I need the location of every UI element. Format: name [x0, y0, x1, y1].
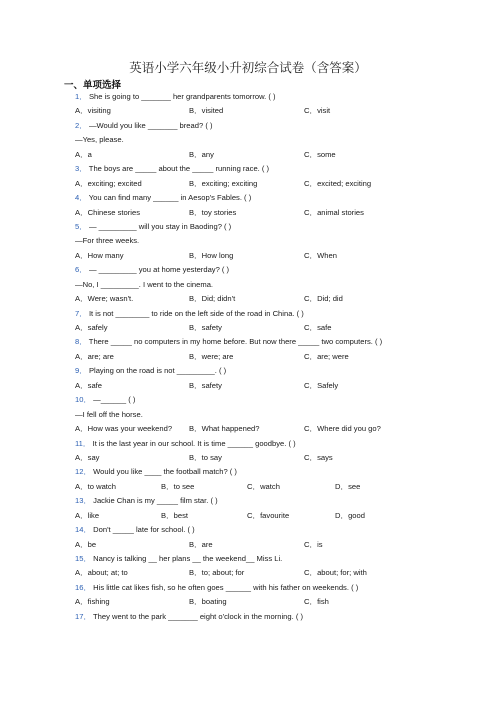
question-number: 4． — [75, 193, 87, 203]
answer-option[interactable]: D．good — [335, 510, 365, 520]
answer-option[interactable]: C．about; for; with — [304, 568, 367, 578]
answer-options — [75, 104, 435, 118]
answer-option[interactable]: B．to; about; for — [189, 568, 245, 578]
answer-option[interactable]: D．see — [335, 481, 361, 491]
question-text: Jackie Chan is my _____ film star. ( ) — [91, 496, 218, 506]
dialogue-line: —I fell off the horse. — [75, 409, 143, 419]
question-stem — [75, 307, 435, 321]
question-number: 11． — [75, 438, 91, 448]
answer-option[interactable]: B．toy stories — [189, 207, 237, 217]
question-stem — [75, 523, 435, 537]
answer-option[interactable]: B．to say — [189, 452, 222, 462]
answer-options — [75, 350, 435, 364]
question-number: 3． — [75, 164, 87, 174]
answer-options — [75, 148, 435, 162]
exam-title: 英语小学六年级小升初综合试卷（含答案） — [129, 60, 367, 75]
answer-option[interactable]: A．visiting — [75, 106, 111, 116]
question-number: 17． — [75, 611, 92, 621]
answer-option[interactable]: C．excited; exciting — [304, 178, 372, 188]
answer-options — [75, 422, 435, 436]
question-stem — [75, 335, 435, 349]
answer-option[interactable]: A．How was your weekend? — [75, 424, 173, 434]
question-text: They went to the park _______ eight o'clock in the morning. ( ) — [91, 611, 303, 621]
answer-option[interactable]: C．Where did you go? — [304, 424, 381, 434]
answer-option[interactable]: A．Were; wasn't. — [75, 294, 134, 304]
answer-option[interactable]: C．favourite — [247, 510, 290, 520]
answer-option[interactable]: B．to see — [161, 481, 195, 491]
question-stem — [75, 610, 435, 624]
question-text: The boys are _____ about the _____ running race. ( ) — [86, 164, 270, 174]
answer-options — [75, 566, 435, 580]
answer-option[interactable]: C．says — [304, 452, 333, 462]
answer-options — [75, 509, 435, 523]
answer-option[interactable]: B．boating — [189, 597, 227, 607]
answer-option[interactable]: B．Did; didn't — [189, 294, 236, 304]
answer-option[interactable]: C．When — [304, 250, 337, 260]
question-text: — _________ you at home yesterday? ( ) — [86, 265, 230, 275]
answer-option[interactable]: A．safe — [75, 380, 103, 390]
question-number: 12． — [75, 467, 92, 477]
question-number: 5． — [75, 221, 87, 231]
answer-option[interactable]: B．safety — [189, 323, 222, 332]
answer-option[interactable]: A．like — [75, 510, 100, 520]
question-stem — [75, 162, 435, 176]
answer-options — [75, 595, 435, 609]
question-stem — [75, 465, 435, 479]
question-stem — [75, 393, 435, 407]
question-text: It is the last year in our school. It is time ______ goodbye. ( ) — [90, 438, 296, 448]
answer-option[interactable]: A．exciting; excited — [75, 178, 142, 188]
answer-option[interactable]: C．some — [304, 149, 336, 159]
answer-options — [75, 249, 435, 263]
answer-option[interactable]: A．to watch — [75, 481, 116, 491]
answer-option[interactable]: B．best — [161, 510, 189, 520]
question-stem — [75, 90, 435, 104]
question-text: — _________ will you stay in Baoding? ( ) — [86, 221, 232, 231]
answer-option[interactable]: C．is — [304, 539, 323, 549]
question-text: Would you like ____ the football match? ( ) — [91, 467, 237, 477]
answer-options — [75, 451, 435, 465]
answer-option[interactable]: B．are — [189, 539, 213, 549]
question-text: His little cat likes fish, so he often goes ______ with his father on weekends. ( ) — [91, 582, 359, 592]
question-stem — [75, 437, 435, 451]
question-stem — [75, 220, 435, 234]
question-stem — [75, 263, 435, 277]
answer-option[interactable]: B．were; are — [189, 351, 234, 361]
question-text: You can find many ______ in Aesop's Fables. ( ) — [86, 193, 252, 203]
question-text: Nancy is talking __ her plans __ the weekend__ Miss Li. — [91, 554, 283, 563]
question-stem — [75, 364, 435, 378]
dialogue-line: —Yes, please. — [75, 135, 124, 145]
answer-option[interactable]: C．fish — [304, 597, 329, 607]
question-list — [75, 90, 435, 624]
answer-options — [75, 379, 435, 393]
answer-option[interactable]: B．How long — [189, 250, 234, 260]
section-heading: 一、单项选择 — [64, 80, 122, 91]
answer-option[interactable]: B．exciting; exciting — [189, 178, 258, 188]
answer-options — [75, 206, 435, 220]
answer-option[interactable]: A．safely — [75, 323, 108, 332]
answer-option[interactable]: B．safety — [189, 380, 222, 390]
answer-option[interactable]: A．about; at; to — [75, 568, 128, 578]
question-number: 15． — [75, 554, 92, 563]
question-number: 9． — [75, 366, 87, 376]
question-stem — [75, 552, 435, 566]
answer-option[interactable]: A．be — [75, 539, 97, 549]
question-text: —Would you like _______ bread? ( ) — [86, 120, 213, 130]
question-text: She is going to _______ her grandparents tomorrow. ( ) — [86, 92, 276, 101]
question-stem — [75, 119, 435, 133]
question-stem — [75, 494, 435, 508]
answer-option[interactable]: A．fishing — [75, 597, 110, 607]
answer-option[interactable]: C．visit — [304, 106, 331, 116]
question-number: 6． — [75, 265, 87, 275]
question-text: Don't _____ late for school. ( ) — [91, 525, 195, 535]
answer-option[interactable]: A．say — [75, 452, 100, 462]
answer-option[interactable]: C．watch — [247, 481, 280, 491]
answer-options — [75, 292, 435, 306]
answer-option[interactable]: B．visited — [189, 106, 224, 116]
answer-option[interactable]: A．a — [75, 149, 92, 159]
question-stem — [75, 581, 435, 595]
question-number: 10． — [75, 395, 92, 405]
question-text: It is not ________ to ride on the left side of the road in China. ( ) — [86, 308, 304, 318]
question-text: —______ ( ) — [91, 395, 136, 405]
answer-option[interactable]: B．What happened? — [189, 424, 260, 434]
question-number: 7． — [75, 308, 87, 318]
question-stem — [75, 191, 435, 205]
answer-option[interactable]: C．safe — [304, 323, 332, 332]
question-text: There _____ no computers in my home before. But now there _____ two computers. ( ) — [86, 337, 383, 347]
question-text: Playing on the road is not _________. ( ) — [86, 366, 227, 376]
question-number: 2． — [75, 120, 87, 130]
answer-option[interactable]: B．any — [189, 149, 214, 159]
answer-option[interactable]: A．How many — [75, 250, 124, 260]
answer-options — [75, 321, 435, 335]
question-number: 14． — [75, 525, 92, 535]
answer-option[interactable]: C．Did; did — [304, 294, 343, 304]
question-number: 16． — [75, 582, 92, 592]
answer-option[interactable]: A．Chinese stories — [75, 207, 140, 217]
answer-option[interactable]: C．Safely — [304, 380, 339, 390]
dialogue-line: —No, I _________. I went to the cinema. — [75, 279, 214, 289]
answer-options — [75, 177, 435, 191]
answer-options — [75, 480, 435, 494]
answer-option[interactable]: A．are; are — [75, 351, 114, 361]
answer-options — [75, 538, 435, 552]
dialogue-line: —For three weeks. — [75, 236, 140, 246]
answer-option[interactable]: C．are; were — [304, 351, 349, 361]
question-number: 1． — [75, 92, 87, 101]
answer-option[interactable]: C．animal stories — [304, 207, 364, 217]
question-number: 13． — [75, 496, 92, 506]
question-number: 8． — [75, 337, 87, 347]
